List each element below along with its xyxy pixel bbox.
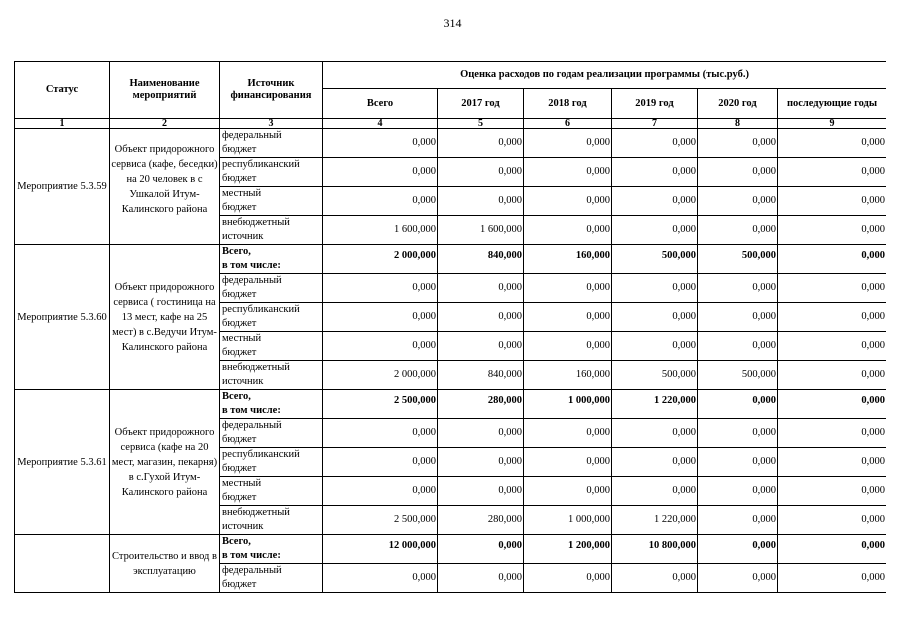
- amount-cell: 0,000: [612, 332, 698, 361]
- amount-cell: 0,000: [524, 158, 612, 187]
- amount-cell: 500,000: [612, 361, 698, 390]
- amount-cell: 0,000: [698, 477, 778, 506]
- amount-cell: 0,000: [612, 448, 698, 477]
- amount-cell: 0,000: [698, 129, 778, 158]
- amount-cell: 0,000: [524, 477, 612, 506]
- funding-source-cell: Всего, в том числе:: [220, 390, 323, 419]
- amount-cell: 0,000: [438, 187, 524, 216]
- budget-table-container: [14, 61, 886, 595]
- funding-source-cell: местный бюджет: [220, 477, 323, 506]
- column-numbers-row: [15, 119, 887, 129]
- amount-cell: 1 200,000: [524, 535, 612, 564]
- column-number: 4: [323, 119, 438, 129]
- amount-cell: 0,000: [612, 158, 698, 187]
- funding-source-cell: федеральный бюджет: [220, 274, 323, 303]
- activity-name-text: Объект придорожного сервиса (кафе, беседки) на 20 человек в с Ушкалой Итум-Калинского района: [111, 143, 218, 215]
- activity-name-cell: [110, 245, 220, 390]
- activity-name-cell: [110, 535, 220, 593]
- amount-cell: 0,000: [778, 564, 887, 593]
- amount-cell: 0,000: [612, 303, 698, 332]
- amount-cell: 0,000: [778, 506, 887, 535]
- amount-cell: 0,000: [698, 158, 778, 187]
- amount-cell: 0,000: [323, 419, 438, 448]
- header-year: Всего: [323, 89, 438, 119]
- amount-cell: 0,000: [778, 129, 887, 158]
- funding-source-cell: федеральный бюджет: [220, 419, 323, 448]
- amount-cell: 0,000: [698, 390, 778, 419]
- amount-cell: 0,000: [438, 158, 524, 187]
- amount-cell: 0,000: [612, 216, 698, 245]
- amount-cell: 0,000: [524, 129, 612, 158]
- amount-cell: 0,000: [612, 419, 698, 448]
- amount-cell: 0,000: [778, 390, 887, 419]
- amount-cell: 0,000: [778, 187, 887, 216]
- header-row: [15, 62, 887, 89]
- activity-name-text: Объект придорожного сервиса (кафе на 20 мест, магазин, пекарня) в с.Гухой Итум-Калинского района: [111, 426, 218, 498]
- funding-source-cell: республиканский бюджет: [220, 448, 323, 477]
- funding-source-cell: Всего, в том числе:: [220, 535, 323, 564]
- column-number: 3: [220, 119, 323, 129]
- amount-cell: 0,000: [438, 129, 524, 158]
- activity-name-cell: [110, 390, 220, 535]
- amount-cell: 0,000: [698, 303, 778, 332]
- amount-cell: 840,000: [438, 361, 524, 390]
- amount-cell: 0,000: [612, 129, 698, 158]
- funding-source-cell: местный бюджет: [220, 187, 323, 216]
- amount-cell: 0,000: [698, 564, 778, 593]
- amount-cell: 2 000,000: [323, 361, 438, 390]
- column-number: 9: [778, 119, 887, 129]
- amount-cell: 0,000: [778, 245, 887, 274]
- header-estimate: Оценка расходов по годам реализации программы (тыс.руб.): [323, 62, 887, 89]
- activity-name-cell: [110, 129, 220, 245]
- amount-cell: 0,000: [323, 448, 438, 477]
- amount-cell: 0,000: [778, 274, 887, 303]
- amount-cell: 0,000: [323, 303, 438, 332]
- amount-cell: 0,000: [778, 361, 887, 390]
- header-year: последующие годы: [778, 89, 887, 119]
- amount-cell: 0,000: [438, 419, 524, 448]
- amount-cell: 1 600,000: [438, 216, 524, 245]
- funding-source-cell: республиканский бюджет: [220, 303, 323, 332]
- amount-cell: 0,000: [524, 419, 612, 448]
- funding-source-cell: федеральный бюджет: [220, 129, 323, 158]
- column-number: 5: [438, 119, 524, 129]
- amount-cell: 0,000: [698, 419, 778, 448]
- amount-cell: 0,000: [524, 332, 612, 361]
- amount-cell: 1 000,000: [524, 506, 612, 535]
- amount-cell: 0,000: [698, 506, 778, 535]
- header-year: 2020 год: [698, 89, 778, 119]
- amount-cell: 1 000,000: [524, 390, 612, 419]
- table-row: [15, 129, 887, 158]
- activity-name-text: Строительство и ввод в эксплуатацию: [112, 550, 217, 577]
- amount-cell: 10 800,000: [612, 535, 698, 564]
- budget-table: [14, 61, 886, 593]
- funding-source-cell: Всего, в том числе:: [220, 245, 323, 274]
- amount-cell: 0,000: [698, 535, 778, 564]
- header-year: 2018 год: [524, 89, 612, 119]
- amount-cell: 2 000,000: [323, 245, 438, 274]
- column-number: 2: [110, 119, 220, 129]
- amount-cell: 0,000: [438, 274, 524, 303]
- amount-cell: 12 000,000: [323, 535, 438, 564]
- amount-cell: 500,000: [612, 245, 698, 274]
- amount-cell: 0,000: [778, 303, 887, 332]
- status-cell: Мероприятие 5.3.60: [15, 245, 110, 390]
- header-source: Источник финансирования: [220, 62, 323, 119]
- amount-cell: 160,000: [524, 245, 612, 274]
- amount-cell: 0,000: [778, 332, 887, 361]
- amount-cell: 1 600,000: [323, 216, 438, 245]
- column-number: 6: [524, 119, 612, 129]
- status-cell: Мероприятие 5.3.59: [15, 129, 110, 245]
- amount-cell: 0,000: [323, 129, 438, 158]
- funding-source-cell: местный бюджет: [220, 332, 323, 361]
- table-row: [15, 535, 887, 564]
- amount-cell: 0,000: [524, 564, 612, 593]
- amount-cell: 0,000: [438, 535, 524, 564]
- amount-cell: 280,000: [438, 506, 524, 535]
- amount-cell: 0,000: [323, 477, 438, 506]
- amount-cell: 0,000: [612, 274, 698, 303]
- amount-cell: 0,000: [438, 448, 524, 477]
- amount-cell: 2 500,000: [323, 506, 438, 535]
- amount-cell: 0,000: [778, 216, 887, 245]
- amount-cell: 0,000: [438, 332, 524, 361]
- status-cell: [15, 535, 110, 593]
- amount-cell: 0,000: [323, 158, 438, 187]
- amount-cell: 0,000: [524, 187, 612, 216]
- amount-cell: 0,000: [438, 303, 524, 332]
- amount-cell: 0,000: [612, 564, 698, 593]
- header-year: 2017 год: [438, 89, 524, 119]
- amount-cell: 0,000: [698, 448, 778, 477]
- amount-cell: 0,000: [612, 187, 698, 216]
- amount-cell: 160,000: [524, 361, 612, 390]
- column-number: 1: [15, 119, 110, 129]
- amount-cell: 0,000: [323, 274, 438, 303]
- amount-cell: 0,000: [524, 274, 612, 303]
- amount-cell: 0,000: [698, 274, 778, 303]
- amount-cell: 0,000: [698, 187, 778, 216]
- amount-cell: 0,000: [524, 448, 612, 477]
- amount-cell: 0,000: [323, 187, 438, 216]
- amount-cell: 0,000: [778, 535, 887, 564]
- table-body: [15, 129, 887, 593]
- amount-cell: 0,000: [778, 419, 887, 448]
- amount-cell: 500,000: [698, 245, 778, 274]
- column-number: 7: [612, 119, 698, 129]
- amount-cell: 0,000: [778, 477, 887, 506]
- amount-cell: 0,000: [438, 564, 524, 593]
- amount-cell: 280,000: [438, 390, 524, 419]
- status-cell: Мероприятие 5.3.61: [15, 390, 110, 535]
- amount-cell: 1 220,000: [612, 390, 698, 419]
- amount-cell: 2 500,000: [323, 390, 438, 419]
- amount-cell: 0,000: [698, 332, 778, 361]
- page-number: 314: [443, 16, 462, 30]
- funding-source-cell: внебюджетный источник: [220, 506, 323, 535]
- header-year: 2019 год: [612, 89, 698, 119]
- funding-source-cell: внебюджетный источник: [220, 361, 323, 390]
- table-row: [15, 390, 887, 419]
- activity-name-text: Объект придорожного сервиса ( гостиница на 13 мест, кафе на 25 мест) в с.Ведучи Итум-Калинского района: [112, 281, 217, 353]
- amount-cell: 0,000: [323, 332, 438, 361]
- header-status: Статус: [15, 62, 110, 119]
- table-row: [15, 245, 887, 274]
- funding-source-cell: республиканский бюджет: [220, 158, 323, 187]
- amount-cell: 0,000: [698, 216, 778, 245]
- amount-cell: 0,000: [524, 216, 612, 245]
- amount-cell: 840,000: [438, 245, 524, 274]
- amount-cell: 0,000: [323, 564, 438, 593]
- amount-cell: 0,000: [524, 303, 612, 332]
- amount-cell: 500,000: [698, 361, 778, 390]
- header-name: Наименование мероприятий: [110, 62, 220, 119]
- amount-cell: 0,000: [778, 448, 887, 477]
- amount-cell: 0,000: [612, 477, 698, 506]
- funding-source-cell: федеральный бюджет: [220, 564, 323, 593]
- amount-cell: 0,000: [778, 158, 887, 187]
- amount-cell: 1 220,000: [612, 506, 698, 535]
- funding-source-cell: внебюджетный источник: [220, 216, 323, 245]
- column-number: 8: [698, 119, 778, 129]
- amount-cell: 0,000: [438, 477, 524, 506]
